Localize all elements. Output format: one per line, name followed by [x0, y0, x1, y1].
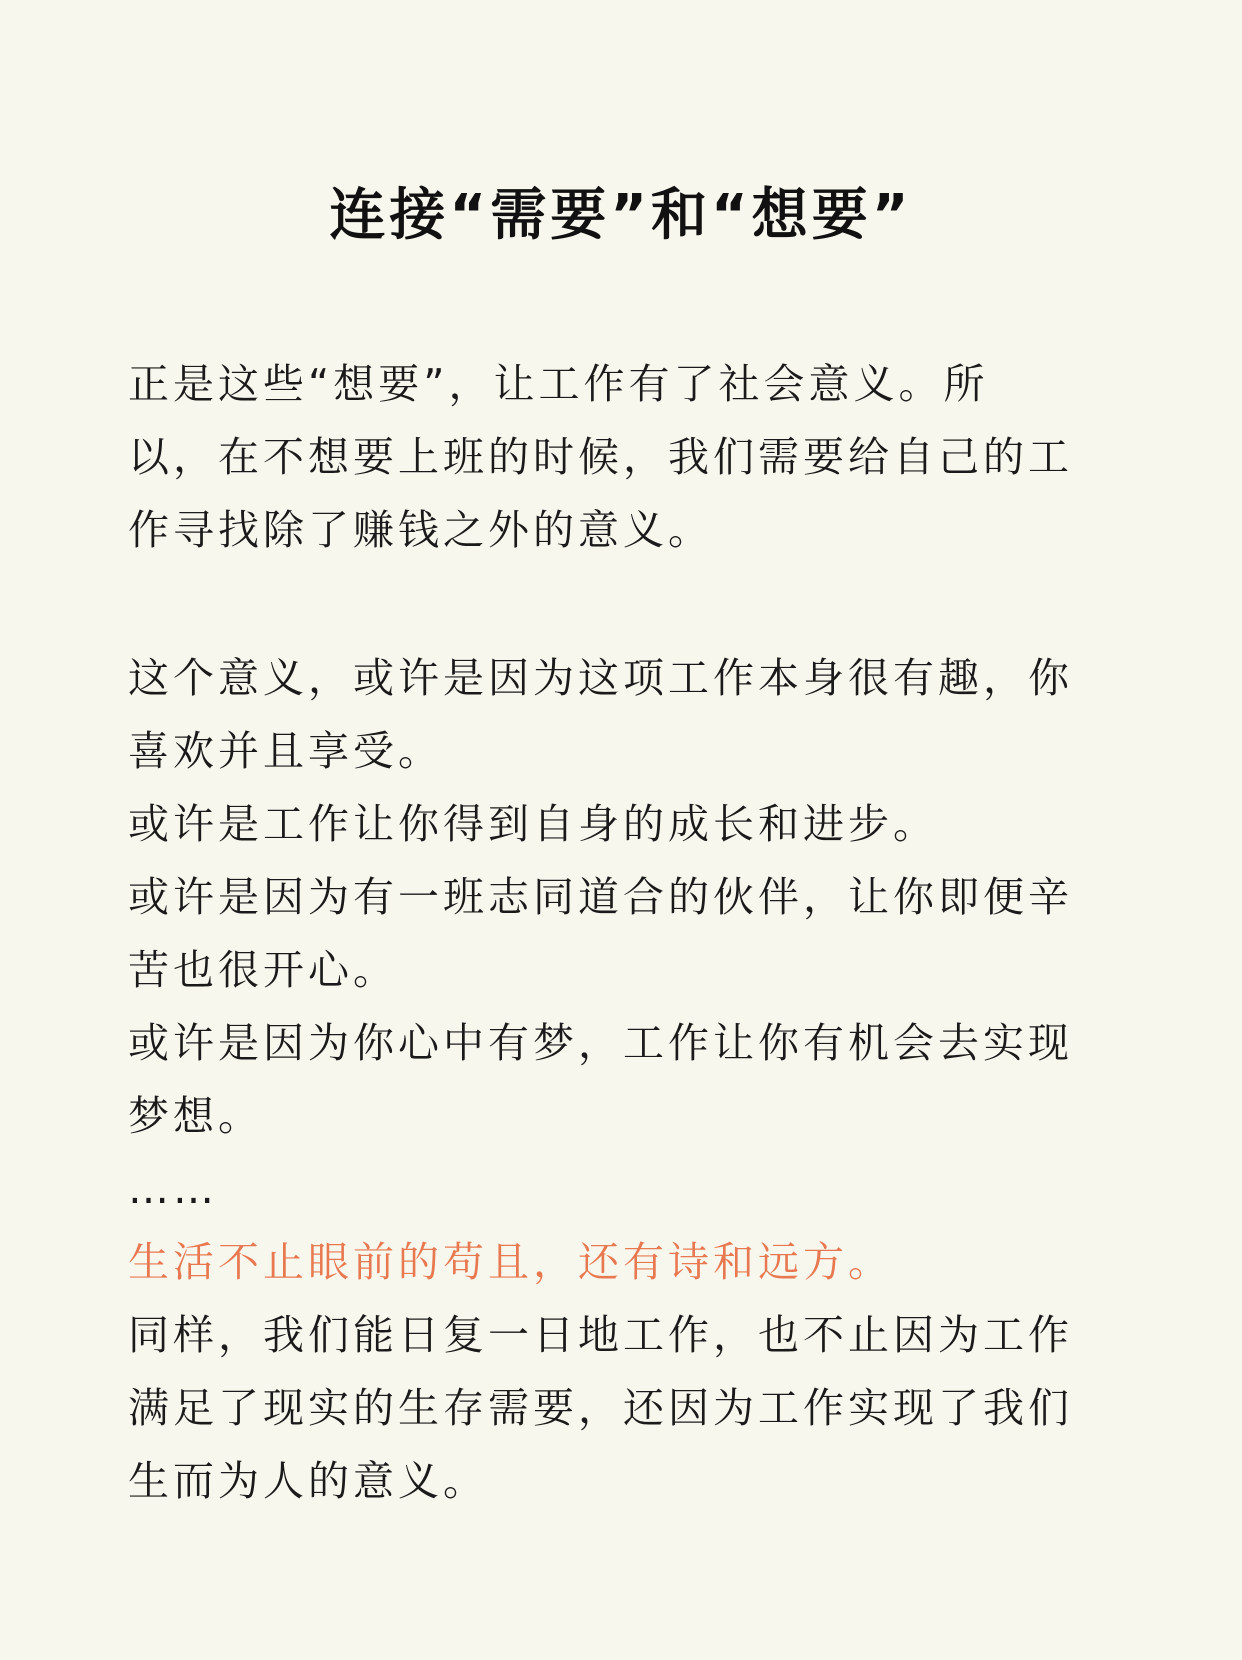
paragraph-1 — [128, 348, 1114, 567]
ellipsis-line: …… — [128, 1165, 218, 1213]
text-line: 或许是因为你心中有梦，工作让你有机会去实现 — [128, 1019, 1073, 1067]
text-line: 喜欢并且享受。 — [128, 727, 443, 775]
highlighted-quote: 生活不止眼前的苟且，还有诗和远方。 — [128, 1238, 893, 1286]
page-title: 连接“需要”和“想要” — [329, 183, 913, 248]
text-line: 这个意义，或许是因为这项工作本身很有趣，你 — [128, 654, 1073, 702]
text-line: 以，在不想要上班的时候，我们需要给自己的工 — [128, 433, 1073, 481]
text-line: 或许是工作让你得到自身的成长和进步。 — [128, 800, 938, 848]
text-line: 同样，我们能日复一日地工作，也不止因为工作 — [128, 1311, 1073, 1359]
text-line: 作寻找除了赚钱之外的意义。 — [128, 506, 713, 554]
text-line: 梦想。 — [128, 1092, 263, 1140]
text-line: 生而为人的意义。 — [128, 1457, 488, 1505]
text-line: 或许是因为有一班志同道合的伙伴，让你即便辛 — [128, 873, 1073, 921]
text-line: 正是这些“想要”，让工作有了社会意义。所 — [128, 360, 989, 408]
text-line: 苦也很开心。 — [128, 946, 398, 994]
text-line: 满足了现实的生存需要，还因为工作实现了我们 — [128, 1384, 1073, 1432]
paragraph-2 — [128, 642, 1114, 1518]
